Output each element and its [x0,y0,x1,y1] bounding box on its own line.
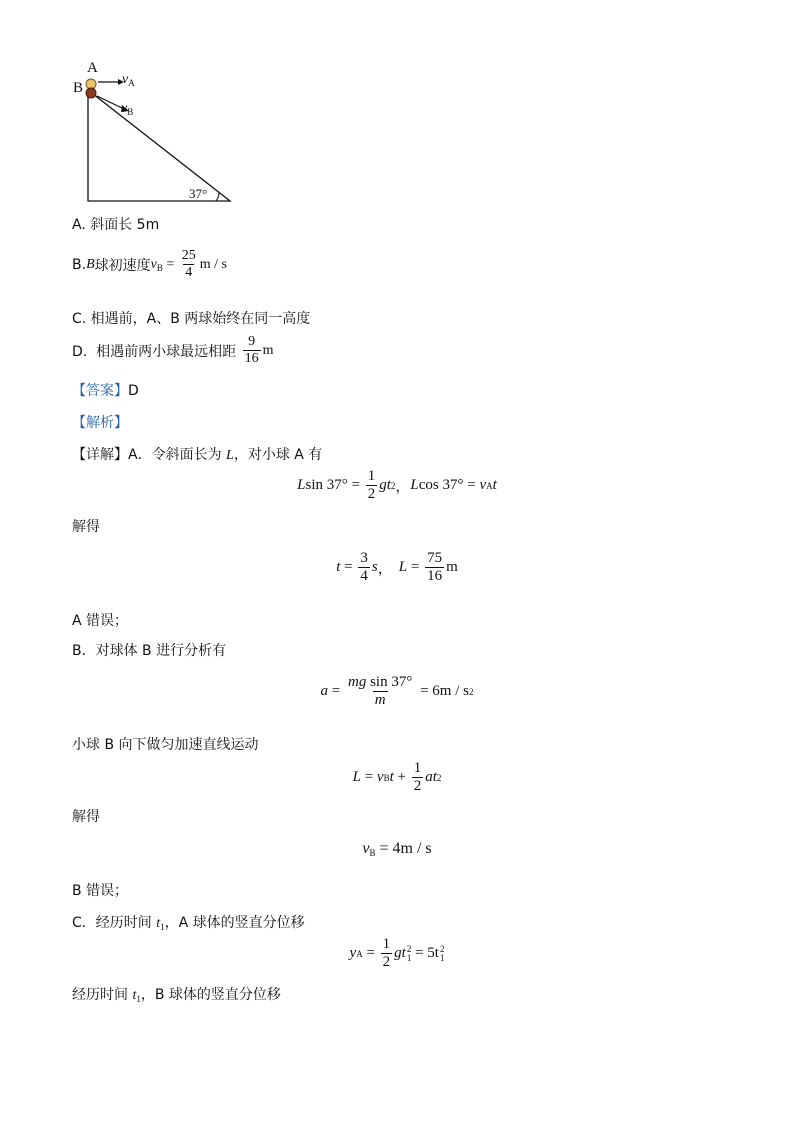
label-a: A [87,60,98,76]
b-intro: B．对球体 B 进行分析有 [72,643,227,659]
option-c: C. 相遇前，A、B 两球始终在同一高度 [72,311,311,327]
label-angle: 37° [189,186,208,201]
angle-arc [216,193,219,201]
analysis-tag: 【解析】 [72,415,128,431]
analysis-line [72,412,128,432]
option-d: D. 相遇前两小球最远相距 $\frac{9}{16}$ m [72,334,274,367]
option-a: A. 斜面长 5m [72,217,160,233]
equation-3: a = $\frac{\text{mg sin 37°}}{m}$ = 6m / s 2 [320,674,474,709]
c-intro: C．经历时间 $t_1$，A 球体的竖直分位移 [72,915,305,932]
equation-4: L = v B t + $\frac{1}{2}$ at 2 [352,760,442,795]
solve-1: 解得 [72,519,100,535]
ball-b [86,88,96,98]
c-b-line: 经历时间 $t_1$，B 球体的竖直分位移 [72,987,281,1004]
label-va: $v_A$ [122,72,135,88]
answer-value: D [128,383,139,399]
equation-1: L sin 37° = $\frac{1}{2}$ gt 2 ， L cos 37° = v A t [297,468,497,503]
incline-triangle [88,90,230,201]
b-motion: 小球 B 向下做匀加速直线运动 [72,737,259,753]
solve-2: 解得 [72,809,100,825]
option-b: B. B 球初速度 $v_B$ = $\frac{25}{4}$ m / s [72,248,227,281]
detail-line: 【详解】A．令斜面长为 L，对小球 A 有 [72,447,323,463]
equation-6: y A = $\frac{1}{2}$ gt 2 1 = 5t 2 1 [349,936,445,971]
answer-tag: 【答案】 [72,383,128,399]
answer-line [72,380,139,400]
label-b: B [73,80,84,96]
incline-figure [70,58,240,206]
equation-5: $v_B = 4m / s$ [362,840,432,858]
equation-2: t = $\frac{3}{4}$ s ， L = $\frac{75}{16}$ m [336,550,458,585]
b-wrong: B 错误； [72,883,129,899]
label-vb: $v_B$ [121,101,134,117]
a-wrong: A 错误； [72,613,129,629]
